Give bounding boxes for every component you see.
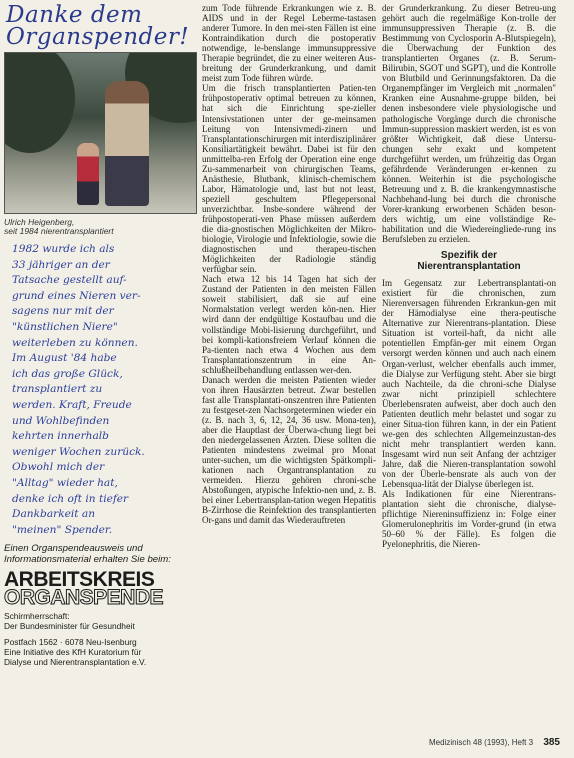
promo-text: Einen Organspendeausweis und Informationsmaterial erhalten Sie beim: [4,543,171,565]
paragraph: Nach etwa 12 bis 14 Tagen hat sich der Zustand der Patienten in den meisten Fällen soweit stabilisiert, daß sie auf eine Normalstation verlegt werden kön-nen. Hier wird dann der endgültige Kostaufbau und die vollständige Mobi-lisierung durchgeführt, und bei kompli-kationsfreiem Verlauf können die Pa-tienten nach etwa 4 Wochen aus dem Transplantationszentrum in eine An-schlußheilbehandlung entlassen wer-den. [202,274,376,375]
paragraph: Als Indikationen für eine Nierentrans-plantation sieht die chronische, dialyse-pflichtige Niereninsuffizienz in: Folge einer Glomerulonephritis im Vorder-grund (in etwa 50–60 % der Fälle). Es folgen die Pyelonephritis, die Nieren- [382,489,556,550]
text-column-2 [382,3,556,549]
logo-line2: ORGANSPENDE [4,586,164,610]
text-column-1 [202,3,376,525]
photo-child [77,143,99,205]
journal-reference: Medizinisch 48 (1993), Heft 3 [429,738,534,747]
patronage: Schirmherrschaft: Der Bundesminister für Gesundheit [4,611,135,632]
handwritten-title: Danke dem Organspender! [6,2,190,50]
paragraph: Um die frisch transplantierten Patien-ten frühpostoperativ optimal betreuen zu können, hat sich die Einrichtung spe-zieller Intensivstationen unter der ge-meinsamen Leitung von Intensivmedi-zinern und Transplantationschirurgen mit interdisziplinärer Konsiliartätigkeit bewährt. Dabei ist für den unmittelba-ren Erfolg der Operation eine enge Zu-sammenarbeit von chirurgischen Teams, Anästhesie, Blutbank, klinisch-chemischem Labor, Hämatologie und, last but not least, speziell geschultem Pflegepersonal unverzichtbar. Insbe-sondere während der frühpostoperati-ven Phase müssen außerdem die dia-gnostischen Möglichkeiten der Mikro-biologie, Virologie und Infektiologie, sowie die diagnostischen und therapeu-tischen Möglichkeiten der Radiologie ständig verfügbar sein. [202,83,376,275]
paragraph: der Grunderkrankung. Zu dieser Betreu-ung gehört auch die regelmäßige Kon-trolle der immunsuppressiven Therapie (z. B. die Bestimmung von Cyclosporin A-Blutspiegeln), die Überwachung der Funktion des transplantierten Organes (z. B. Serum-Bilirubin, SGOT und SGPT), und die Kontrolle von Blutbild und Gerinnungsfaktoren. Da die Organempfänger im Vergleich mit „normalen" Kranken eine Ausnahme-gruppe bilden, bei denen insbesondere viele physiologische und pathologische Vorgänge durch die chronische Immun-suppression maskiert werden, ist es von größter Wichtigkeit, daß diese Untersu-chungen sehr exakt und kompetent durchgeführt werden, um frühzeitig das Organ gefährdende Veränderungen er-kennen zu können. Weiterhin ist die psychologische Betreuung und z. B. die krankengymnastische Nachbehand-lung bei durch die chronische Vorer-krankung erworbenen Schäden beson-ders wichtig, um eine vollständige Re-habilitation und die Wiedereingliede-rung ins Berufsleben zu erzielen. [382,3,556,245]
left-column [4,4,197,667]
page-number: 385 [543,737,560,748]
photo-father-and-child [4,52,197,214]
address: Postfach 1562 · 6078 Neu-Isenburg Eine Initiative des KfH Kuratorium für Dialyse und Nierentransplantation e.V. [4,637,147,668]
section-heading: Spezifik der Nierentransplantation [417,250,521,273]
page-footer [429,737,560,748]
photo-man [105,81,149,206]
paragraph: Danach werden die meisten Patienten wieder von ihren Hausärzten betreut. Zwar bestellen fast alle Transplantati-onszentren ihre Patienten zu festgeset-zen Nachsorgeterminen wieder ein (z. B. nach 3, 6, 12, 24, 36 usw. Mona-ten), aber die Hauptlast der Überwa-chung liegt bei den niedergelassenen Ärzten. Diese sollten die Patienten mindestens zweimal pro Monat unter-suchen, um die wichtigsten Spätkompli-kationen nach Organtransplantation zu vermeiden. Hierzu gehören chroni-sche Abstoßungen, atypische Infektio-nen und, z. B. bei einer Lebertransplan-tation wegen Hepatitis B-Zirrhose die Reinfektion des transplantierten Or-gans und damit das Wiederauftreten [202,374,376,526]
photo-caption: Ulrich Heigenberg, seit 1984 nierentransplantiert [4,217,114,236]
handwritten-letter: 1982 wurde ich als 33 jähriger an der Tatsache gestellt auf- grund eines Nieren ver- sagens nur mit der "künstlichen Niere" weiterleben zu können. Im August '84 habe ich das große Glück, transplantiert zu werden. Kraft, Freude und Wohlbefinden kehrten innerhalb weniger Wochen zurück. Obwohl mich der "Alltag" wieder hat, denke ich oft in tiefer Dankbarkeit an "meinen" Spender. [12,243,145,536]
paragraph: Im Gegensatz zur Lebertransplantati-on existiert für die chronischen, zum Nierenversagen führenden Erkrankun-gen mit der Hämodialyse eine thera-peutische Alternative zur Nierentrans-plantation. Diese Situation ist vorteil-haft, da nicht alle potentiellen Empfän-ger mit einem Organ versorgt werden können und auch nach einem Organ-verlust, welcher ebenfalls auch immer, die Dialyse zur Verfügung steht. Aber sie birgt auch Nachteile, da die chroni-sche Dialyse zwar nicht prinzipiell schlechtere Überlebensraten aufweist, aber doch auch den Patienten deutlich mehr belastet und sogar zu einer Situa-tion führen kann, in der ein Patient we-gen des schlechten Allgemeinzustan-des nicht mehr transplantiert werden kann. Insgesamt wird nun seit Anfang der achtziger Jahre, daß die Nieren-transplantation sowohl von der Überle-bensrate als auch von der Lebensqua-lität der Dialyse überlegen ist. [382,278,556,490]
arbeitskreis-logo [4,568,197,610]
paragraph: zum Tode führende Erkrankungen wie z. B. AIDS und in der Regel Leberme-tastasen anderer Tumore. In den mei-sten Fällen ist eine Kontraindikation durch die postoperativ notwendige, le-benslange immunsuppressive Therapie begründet, die zu einer weiteren Aus-breitung der Grunderkrankung, und damit meist zum Tode führen würde. [202,3,376,84]
logo-line1: ARBEITSKREIS [4,568,155,592]
